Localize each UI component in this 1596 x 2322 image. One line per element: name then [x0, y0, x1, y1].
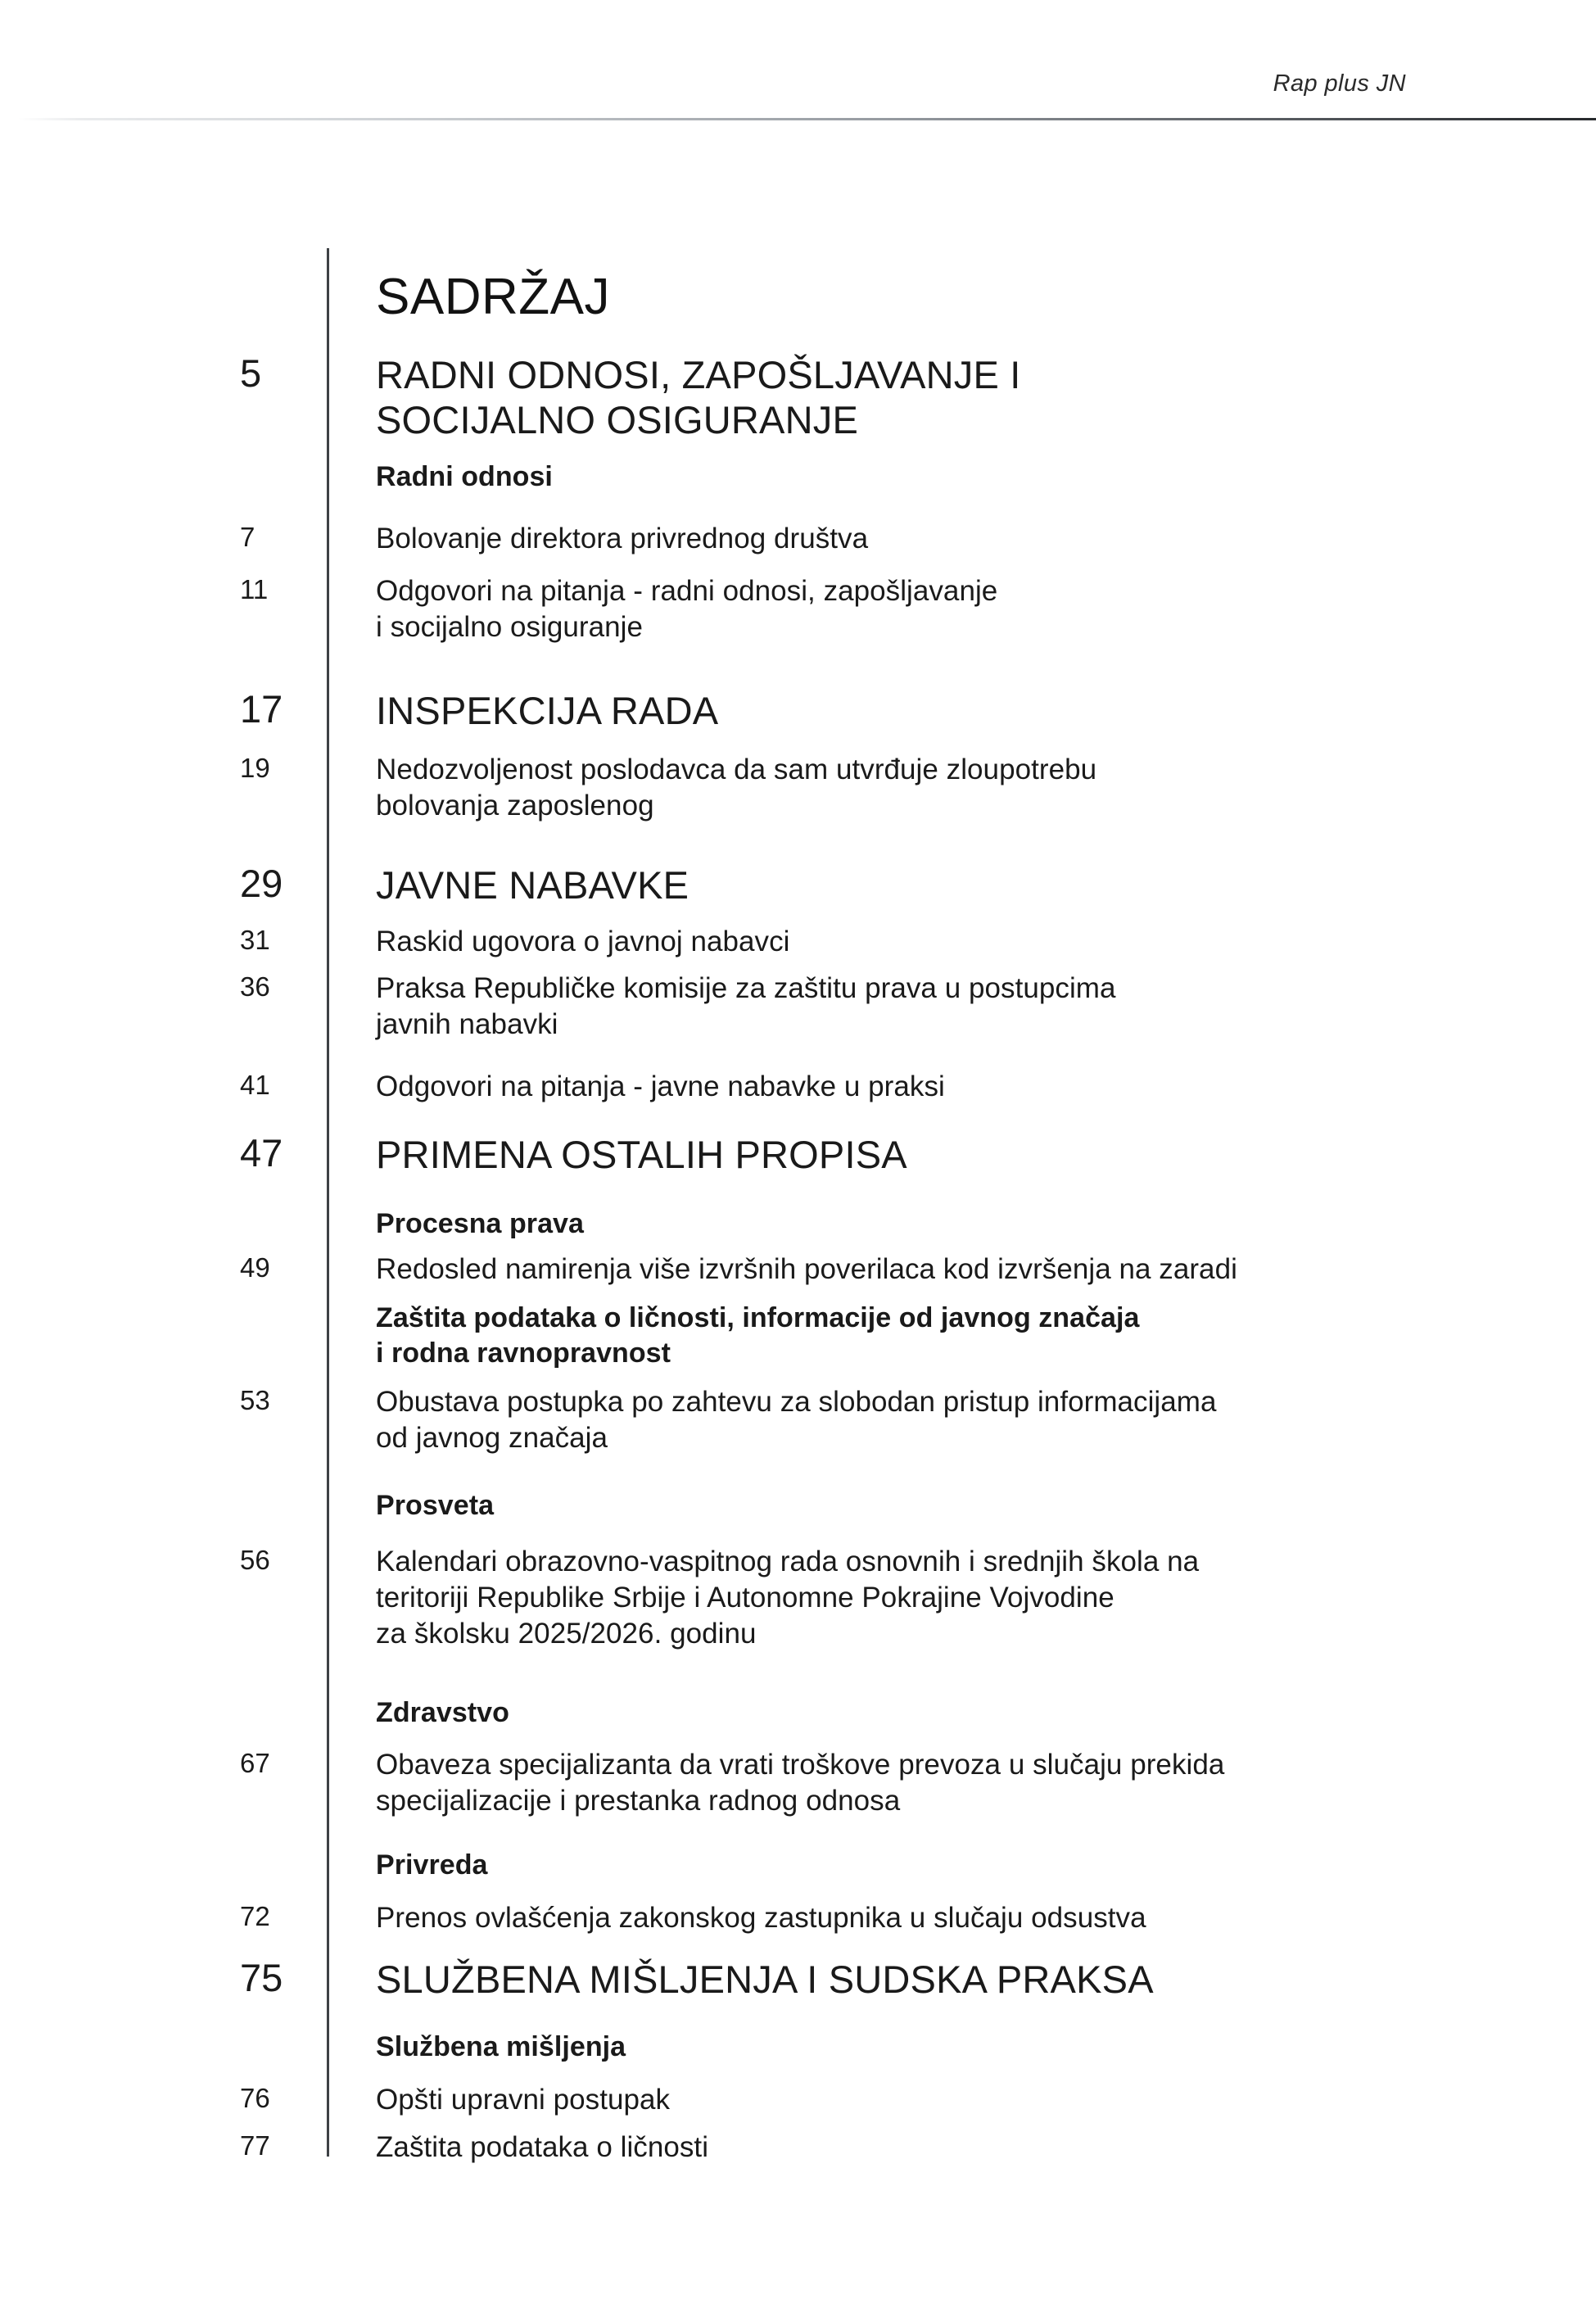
toc-entry-line: Radni odnosi [376, 461, 553, 492]
toc-entry-line: javnih nabavki [376, 1008, 558, 1041]
toc-entry-line: Obaveza specijalizanta da vrati troškove prevoza u slučaju prekida [376, 1749, 1225, 1781]
toc-entry-title[interactable] [376, 862, 1539, 908]
toc-entry-line: Nedozvoljenost poslodavca da sam utvrđuje zloupotrebu [376, 754, 1097, 785]
vertical-divider-rule [327, 248, 329, 2157]
toc-entry-title[interactable] [376, 688, 1539, 733]
toc-entry-title[interactable] [376, 924, 1539, 960]
toc-entry-line: Privreda [376, 1849, 488, 1881]
toc-entry-title[interactable] [376, 1384, 1539, 1456]
toc-page-number[interactable]: 53 [240, 1385, 270, 1415]
toc-entry-line: Raskid ugovora o javnoj nabavci [376, 926, 790, 957]
toc-entry-title[interactable] [376, 2130, 1539, 2166]
toc-entry-title[interactable] [376, 1848, 1539, 1883]
toc-entry-title[interactable] [376, 1695, 1539, 1731]
toc-page-number[interactable]: 47 [240, 1131, 283, 1175]
toc-entry-title[interactable] [376, 971, 1539, 1043]
toc-entry-line: i socijalno osiguranje [376, 611, 644, 644]
toc-entry-line: od javnog značaja [376, 1422, 608, 1455]
toc-page-number[interactable]: 29 [240, 862, 283, 905]
toc-entry-title[interactable] [376, 1900, 1539, 1936]
toc-entry-title[interactable] [376, 521, 1539, 557]
toc-page-number[interactable]: 5 [240, 351, 262, 395]
toc-entry-title[interactable] [376, 573, 1539, 645]
toc-entry-title[interactable] [376, 1252, 1539, 1288]
toc-entry-title[interactable] [376, 1544, 1539, 1652]
toc-entry-line: teritoriji Republike Srbije i Autonomne Pokrajine Vojvodine [376, 1582, 1114, 1614]
toc-entry-title[interactable] [376, 1488, 1539, 1523]
toc-entry-line: PRIMENA OSTALIH PROPISA [376, 1133, 907, 1176]
toc-entry-line: RADNI ODNOSI, ZAPOŠLJAVANJE I [376, 353, 1021, 396]
running-header-title: Rap plus JN [1273, 70, 1406, 97]
toc-entry-line: Zaštita podataka o ličnosti [376, 2131, 709, 2163]
running-header [0, 70, 1596, 128]
toc-entry-title[interactable] [376, 1957, 1539, 2002]
toc-page-number[interactable]: 7 [240, 522, 255, 552]
toc-entry-line: i rodna ravnopravnost [376, 1337, 671, 1369]
toc-entry-line: Prosveta [376, 1490, 495, 1521]
toc-page-number[interactable]: 31 [240, 925, 270, 955]
toc-entry-title[interactable] [376, 1069, 1539, 1105]
toc-entry-line: Praksa Republičke komisije za zaštitu prava u postupcima [376, 972, 1116, 1004]
toc-entry-title[interactable] [376, 1206, 1539, 1242]
toc-entry-title[interactable] [376, 459, 1539, 495]
toc-entry-line: Zaštita podataka o ličnosti, informacije od javnog značaja [376, 1302, 1140, 1333]
toc-page-number[interactable]: 56 [240, 1545, 270, 1575]
page-title: SADRŽAJ [376, 268, 610, 325]
toc-page-number[interactable]: 49 [240, 1252, 270, 1283]
toc-entry-line: JAVNE NABAVKE [376, 863, 689, 907]
toc-entry-line: bolovanja zaposlenog [376, 790, 654, 822]
toc-entry-line: Službena mišljenja [376, 2031, 626, 2062]
toc-page-number[interactable]: 17 [240, 687, 283, 731]
toc-entry-line: Obustava postupka po zahtevu za slobodan pristup informacijama [376, 1386, 1217, 1418]
toc-entry-line: Bolovanje direktora privrednog društva [376, 523, 869, 554]
toc-entry-line: Odgovori na pitanja - javne nabavke u praksi [376, 1070, 945, 1102]
toc-entry-title[interactable] [376, 1301, 1539, 1371]
header-rule [18, 118, 1596, 120]
toc-entry-line: Kalendari obrazovno-vaspitnog rada osnovnih i srednjih škola na [376, 1546, 1200, 1577]
toc-entry-line: SLUŽBENA MIŠLJENJA I SUDSKA PRAKSA [376, 1958, 1154, 2001]
toc-entry-title[interactable] [376, 2030, 1539, 2065]
toc-entry-line: Prenos ovlašćenja zakonskog zastupnika u slučaju odsustva [376, 1902, 1146, 1934]
toc-entry-line: Redosled namirenja više izvršnih poverilaca kod izvršenja na zaradi [376, 1253, 1237, 1285]
toc-entry-line: za školsku 2025/2026. godinu [376, 1618, 757, 1650]
toc-page-number[interactable]: 36 [240, 971, 270, 1002]
toc-entry-line: Zdravstvo [376, 1697, 509, 1728]
toc-entry-title[interactable] [376, 1747, 1539, 1819]
toc-page-number[interactable]: 67 [240, 1748, 270, 1778]
toc-page-number[interactable]: 41 [240, 1070, 270, 1100]
toc-page-number[interactable]: 77 [240, 2130, 270, 2161]
toc-entry-line: Procesna prava [376, 1208, 584, 1239]
toc-entry-title[interactable] [376, 352, 1539, 443]
toc-entry-title[interactable] [376, 752, 1539, 824]
toc-entry-title[interactable] [376, 1132, 1539, 1177]
toc-page-number[interactable]: 72 [240, 1901, 270, 1931]
toc-page-number[interactable]: 75 [240, 1956, 283, 1999]
toc-entry-line: SOCIJALNO OSIGURANJE [376, 398, 858, 442]
toc-page-number[interactable]: 76 [240, 2083, 270, 2113]
toc-entry-line: Odgovori na pitanja - radni odnosi, zapošljavanje [376, 575, 998, 607]
toc-entry-line: specijalizacije i prestanka radnog odnosa [376, 1785, 901, 1817]
toc-entry-title[interactable] [376, 2082, 1539, 2118]
toc-entry-line: Opšti upravni postupak [376, 2084, 671, 2116]
toc-entry-line: INSPEKCIJA RADA [376, 689, 719, 732]
toc-page-number[interactable]: 11 [240, 574, 269, 604]
toc-page-number[interactable]: 19 [240, 753, 270, 783]
